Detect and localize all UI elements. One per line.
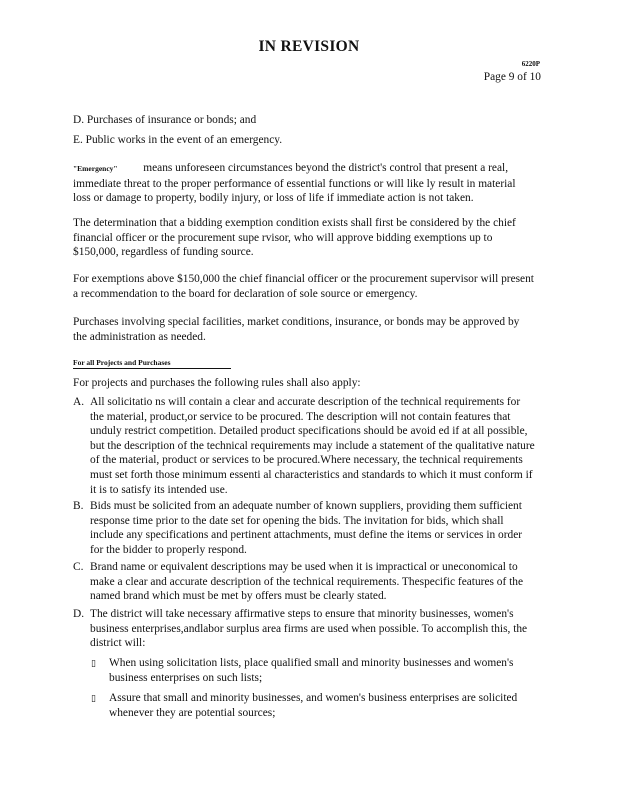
bullet-text: Assure that small and minority businesses, and women's business enterprises are solicited whenever they are potential sources; [109, 692, 518, 719]
rule-label: D. [73, 608, 85, 620]
rule-text: Bids must be solicited from an adequate number of known suppliers, providing them sufficient response time prior to the date set for opening the bids. The invitation for bids, which shall include any specifications and pertinent attachments, must define the items or services in order for the bidder to properly respond. [90, 500, 523, 556]
rule-text: Brand name or equivalent descriptions may be used when it is impractical or uneconomical to make a clear and accurate description of the technical requirements. Thespecific features of the named brand which must be met by offers must be clearly stated. [90, 561, 524, 603]
rule-text: All solicitatio ns will contain a clear and accurate description of the technical requirements for the material, product,or service to be procured. The description will not contain features that unduly restrict competition. Detailed product specifications should be avoid ed if at all possible, but the description of the technical requirements may include a statement of the qualitative nature of the material, product or services to be procured.Where necessary, the technical requirements must set forth those minimum essenti al characteristics and standards to which it must conform if it is to satisfy its intended use. [90, 396, 535, 496]
purchases-paragraph: Purchases involving special facilities, market conditions, insurance, or bonds may be approved by the administration as needed. [73, 316, 520, 343]
rule-label: C. [73, 561, 84, 573]
rule-b [73, 499, 535, 557]
section-heading: For all Projects and Purchases [73, 358, 231, 369]
section-intro: For projects and purchases the following rules shall also apply: [73, 377, 361, 389]
item-e-public-works: E. Public works in the event of an emergency. [73, 134, 283, 146]
exemptions-paragraph: For exemptions above $150,000 the chief financial officer or the procurement supervisor will present a recommendation to the board for declaration of sole source or emergency. [73, 273, 534, 300]
box-glyph-icon: ▯ [91, 693, 96, 703]
page-number: Page 9 of 10 [483, 71, 541, 83]
emergency-text: means unforeseen circumstances beyond the district's control that present a real, immediate threat to the proper performance of essential functions or will like ly result in material loss or damage to property, bodily injury, or loss of life if immediate action is not taken. [73, 162, 516, 205]
revision-title: IN REVISION [258, 38, 360, 55]
bullet-text: When using solicitation lists, place qualified small and minority businesses and women's business enterprises on such lists; [109, 657, 514, 684]
rule-label: A. [73, 396, 85, 408]
bullet-item [91, 691, 535, 720]
emergency-definition [73, 161, 535, 206]
determination-paragraph: The determination that a bidding exemption condition exists shall first be considered by the chief financial officer or the procurement supe rvisor, who will approve bidding exemptions up to $150,000, regardless of funding source. [73, 217, 516, 259]
rule-c [73, 560, 535, 604]
policy-code: 6220P [521, 60, 540, 68]
item-d-purchases: D. Purchases of insurance or bonds; and [73, 114, 257, 126]
box-glyph-icon: ▯ [91, 658, 96, 668]
rule-a [73, 395, 535, 497]
bullet-item [91, 656, 535, 685]
rule-label: B. [73, 500, 84, 512]
emergency-term: "Emergency" [73, 164, 118, 173]
rule-text: The district will take necessary affirmative steps to ensure that minority businesses, women's business enterprises,andlabor surplus area firms are used when possible. To accomplish this, the district will: [90, 608, 528, 650]
rule-d [73, 607, 535, 651]
